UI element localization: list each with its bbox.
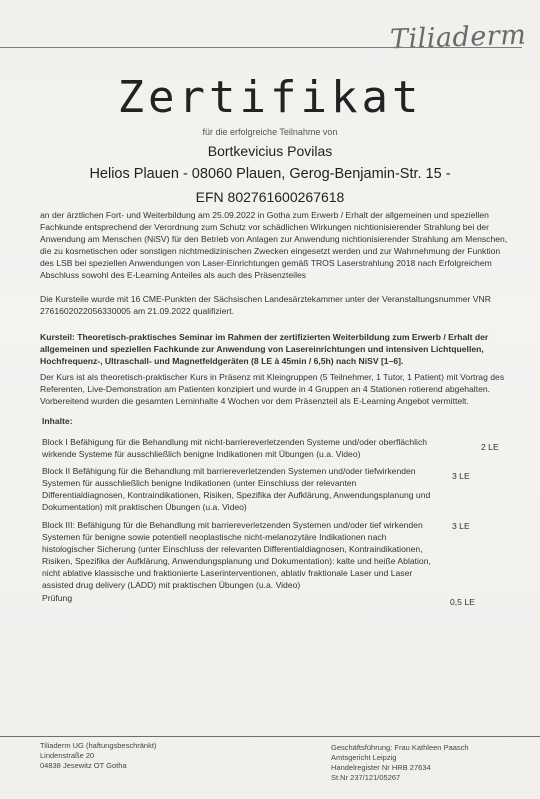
footer-divider xyxy=(0,736,540,737)
footer-line: Amtsgericht Leipzig xyxy=(331,753,397,762)
cme-qualification: Die Kursteile wurde mit 16 CME-Punkten der Sächsischen Landesärztekammer unter der Veranstaltungsnummer VNR 2761602022056330005 am 21.09.2022 qualifiziert. xyxy=(40,294,491,316)
footer-company-address xyxy=(40,741,156,771)
course-description: an der ärztlichen Fort- und Weiterbildung am 25.09.2022 in Gotha zum Erwerb / Erhalt der allgemeinen und speziellen Fachkunde entsprechend der Verordnung zum Schutz vor schädlichen Wirkungen nichtionisierender Strahlung bei der Anwendung am Menschen (NiSV) für den Betrieb von Anlagen zur Anwendung nichtionisierender Strahlung am Menschen, die zu kosmetischen oder sonstigen nichtmedizinischen Zwecken eingesetzt werden und zur Wahrnehmung der Funktion des LSB bei speziellen Anwendungen von Laser-Einrichtungen gemäß TROS Laserstrahlung 2018 nach Erfolgreichem Abschluss sowohl des E-Learning Anteiles als auch des Präsenzteiles xyxy=(40,210,508,280)
contents-item-block-1: Block I Befähigung für die Behandlung mit nicht-barriereverletzenden Systeme und/oder oberflächlich wirkende Systeme für ausschließlich benigne Indikationen mit Übungen (u.a. Video) xyxy=(42,437,428,459)
footer-line: Handelregister Nr HRB 27634 xyxy=(331,763,431,772)
contents-item-units: 3 LE xyxy=(452,521,470,531)
certificate-subtitle: für die erfolgreiche Teilnahme von xyxy=(202,127,338,137)
top-divider xyxy=(0,47,522,48)
contents-item-block-3: Block III: Befähigung für die Behandlung mit barriereverletzenden Systemen und/oder tief wirkenden Systemen für benigne sowie potentiell neoplastische nicht-melanozytäre Indikationen nach histologischer Sicherung (unter Einschluss der relevanten Differentialdiagnosen, Kontraindikationen, Risiken, Spezifika der Aufklärung, Anwendungsplanung und Dokumentation): kalte und heiße Ablation, nicht ablative klassische und fraktionierte Laserinterventionen, ablativ fraktionale Laser und Laser assisted drug delivery (LADD) mit praktischen Übungen (u.a. Video) xyxy=(42,520,431,590)
participant-address: Helios Plauen - 08060 Plauen, Gerog-Benjamin-Str. 15 - xyxy=(89,166,451,182)
footer-line: Geschäftsführung: Frau Kathleen Paasch xyxy=(331,743,469,752)
contents-item-units: 2 LE xyxy=(481,442,499,452)
contents-item-block-2: Block II Befähigung für die Behandlung mit barriereverletzenden Systemen und/oder tiefwirkenden Systemen für ausschließlich benigne Indikationen (unter Einschluss der relevanten Differentialdiagnosen, Kontraindikationen, Risiken, Spezifika der Aufklärung, Anwendungsplanung und Dokumentation) mit praktischen Übungen (u.a. Video) xyxy=(42,466,431,512)
brand-logo: Tiliaderm xyxy=(389,19,527,56)
efn-number: EFN 802761600267618 xyxy=(195,189,345,205)
contents-item-units: 3 LE xyxy=(452,471,470,481)
footer-line: 04838 Jesewitz OT Gotha xyxy=(40,761,127,770)
certificate-title: Zertifikat xyxy=(117,72,423,123)
course-part-heading: Kursteil: Theoretisch-praktisches Seminar im Rahmen der zertifizierten Weiterbildung zum Erwerb / Erhalt der allgemeinen und speziellen Fachkunde zur Anwendung von Lasereinrichtungen und intensiven Lichtquellen, Hochfrequenz-, Ultraschall- und Magnetfeldgeräten (8 LE à 45min / 6,5h) nach NiSV [1–6]. xyxy=(40,332,489,366)
footer-company-registration xyxy=(331,743,469,783)
contents-label: Inhalte: xyxy=(42,416,73,426)
contents-item-exam: Prüfung xyxy=(42,593,73,603)
footer-line: Tiliaderm UG (haftungsbeschränkt) xyxy=(40,741,157,750)
footer-line: St.Nr 237/121/05267 xyxy=(331,773,401,782)
footer-line: Lindenstraße 20 xyxy=(40,751,95,760)
course-format: Der Kurs ist als theoretisch-praktischer Kurs in Präsenz mit Kleingruppen (5 Teilnehmer, 1 Tutor, 1 Patient) mit Vortrag des Referenten, Live-Demonstration am Patienten konzipiert und wurde in 4 Gruppen an 4 Stationen rotierend abgehalten. Vorbereitend wurden die gesamten Lerninhalte 4 Wochen vor dem Präsenzteil als E-Learning Angebot vermittelt. xyxy=(40,372,505,406)
participant-name: Bortkevicius Povilas xyxy=(207,143,333,159)
contents-item-units: 0,5 LE xyxy=(450,597,475,607)
